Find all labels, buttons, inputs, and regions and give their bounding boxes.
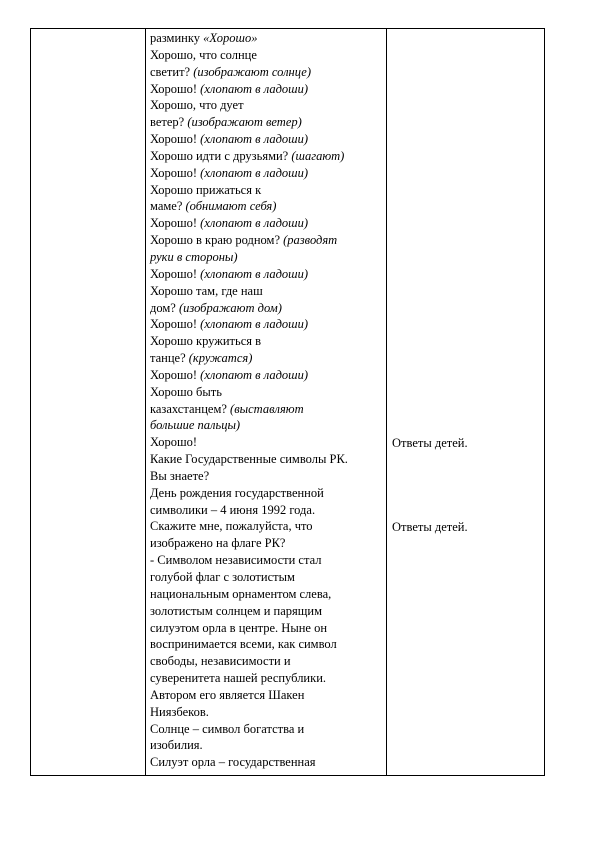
line-action-italic: (выставляют [230,401,304,416]
text-line [150,283,386,300]
text-line [150,434,386,451]
line-action-italic: (хлопают в ладоши) [200,266,309,281]
line-text: Хорошо! [150,165,201,180]
line-text: Какие Государственные символы РК. [150,452,348,467]
text-line [150,300,386,317]
line-text: символики – 4 июня 1992 года. [150,502,316,517]
text-line [150,687,386,704]
line-text: изображено на флаге РК? [150,536,286,551]
line-action-italic: большие пальцы) [150,418,241,433]
text-line [150,401,386,418]
text-line [150,333,386,350]
line-action-italic: (разводят [283,233,338,248]
text-line [150,114,386,131]
line-text: Хорошо! [150,367,201,382]
line-text: Скажите мне, пожалуйста, что [150,519,313,534]
children-response-1: Ответы детей. [392,436,468,450]
line-text: Хорошо там, где наш [150,283,263,298]
text-line [150,704,386,721]
text-line [150,535,386,552]
line-text: Хорошо, что дует [150,98,244,113]
text-line [150,754,386,771]
line-text: Вы знаете? [150,468,210,483]
teacher-text-cell [146,29,387,775]
line-text: Хорошо! [150,81,201,96]
children-response-2: Ответы детей. [392,520,468,534]
children-response-cell [387,29,544,775]
text-line [150,316,386,333]
line-text: маме? [150,199,186,214]
line-text: Хорошо в краю родном? [150,233,284,248]
text-line [150,97,386,114]
line-text: золотистым солнцем и парящим [150,603,322,618]
text-line [150,131,386,148]
line-text: Солнце – символ богатства и [150,721,305,736]
text-line [150,148,386,165]
line-text: суверенитета нашей республики. [150,671,327,686]
line-text: Хорошо идти с друзьями? [150,148,292,163]
line-action-italic: (хлопают в ладоши) [200,317,309,332]
line-text: Хорошо! [150,435,198,450]
text-line [150,603,386,620]
line-text: светит? [150,64,194,79]
line-text: Хорошо! [150,317,201,332]
line-action-italic: (изображают ветер) [187,115,302,130]
line-text: ветер? [150,115,188,130]
line-text: голубой флаг с золотистым [150,570,295,584]
empty-cell [31,29,146,775]
text-line [150,737,386,754]
line-text: Хорошо, что солнце [150,47,257,62]
text-line [150,232,386,249]
text-line [150,569,386,586]
text-line [150,81,386,98]
line-action-italic: (изображают дом) [178,300,282,315]
text-line [150,468,386,485]
text-line [150,620,386,637]
text-line [150,384,386,401]
line-action-italic: (кружатся) [188,351,253,366]
line-text: - Символом независимости стал [150,553,322,568]
text-line [150,417,386,434]
line-text: Хорошо! [150,216,201,231]
line-text: Ниязбеков. [150,704,209,719]
text-line [150,636,386,653]
line-text: дом? [150,300,179,315]
line-text: национальным орнаментом слева, [150,586,332,601]
line-text: разминку [150,31,204,45]
text-line [150,64,386,81]
line-action-italic: (хлопают в ладоши) [200,132,309,147]
text-line [150,47,386,64]
line-action-italic: (обнимают себя) [185,199,277,214]
text-line [150,451,386,468]
line-text: Автором его является Шакен [150,687,305,702]
text-line [150,552,386,569]
line-text: изобилия. [150,738,203,753]
line-action-italic: (хлопают в ладоши) [200,367,309,382]
line-action-italic: (шагают) [291,148,345,163]
line-action-italic: (хлопают в ладоши) [200,81,309,96]
text-line [150,485,386,502]
text-line [150,182,386,199]
line-text: свободы, независимости и [150,654,291,669]
line-text: Хорошо быть [150,384,222,399]
line-action-italic: (хлопают в ладоши) [200,165,309,180]
text-line [150,653,386,670]
line-action-italic: (хлопают в ладоши) [200,216,309,231]
line-text: Хорошо прижаться к [150,182,262,197]
text-line [150,670,386,687]
line-text: Хорошо! [150,132,201,147]
line-action-italic: руки в стороны) [150,249,238,264]
lesson-table [30,28,545,776]
line-text: воспринимается всеми, как символ [150,637,337,652]
line-text: силуэтом орла в центре. Ныне он [150,620,328,635]
text-line [150,266,386,283]
line-text: Хорошо! [150,266,201,281]
line-action-italic: «Хорошо» [203,31,258,45]
text-line [150,367,386,384]
line-text: танце? [150,351,189,366]
text-line [150,198,386,215]
text-line [150,30,386,47]
line-text: казахстанцем? [150,401,231,416]
line-text: День рождения государственной [150,485,324,500]
text-line [150,165,386,182]
text-line [150,721,386,738]
line-text: Силуэт орла – государственная [150,755,316,770]
text-line [150,502,386,519]
text-line [150,215,386,232]
text-line [150,350,386,367]
text-line [150,249,386,266]
text-line [150,518,386,535]
line-text: Хорошо кружиться в [150,334,262,349]
line-action-italic: (изображают солнце) [193,64,311,79]
text-line [150,586,386,603]
